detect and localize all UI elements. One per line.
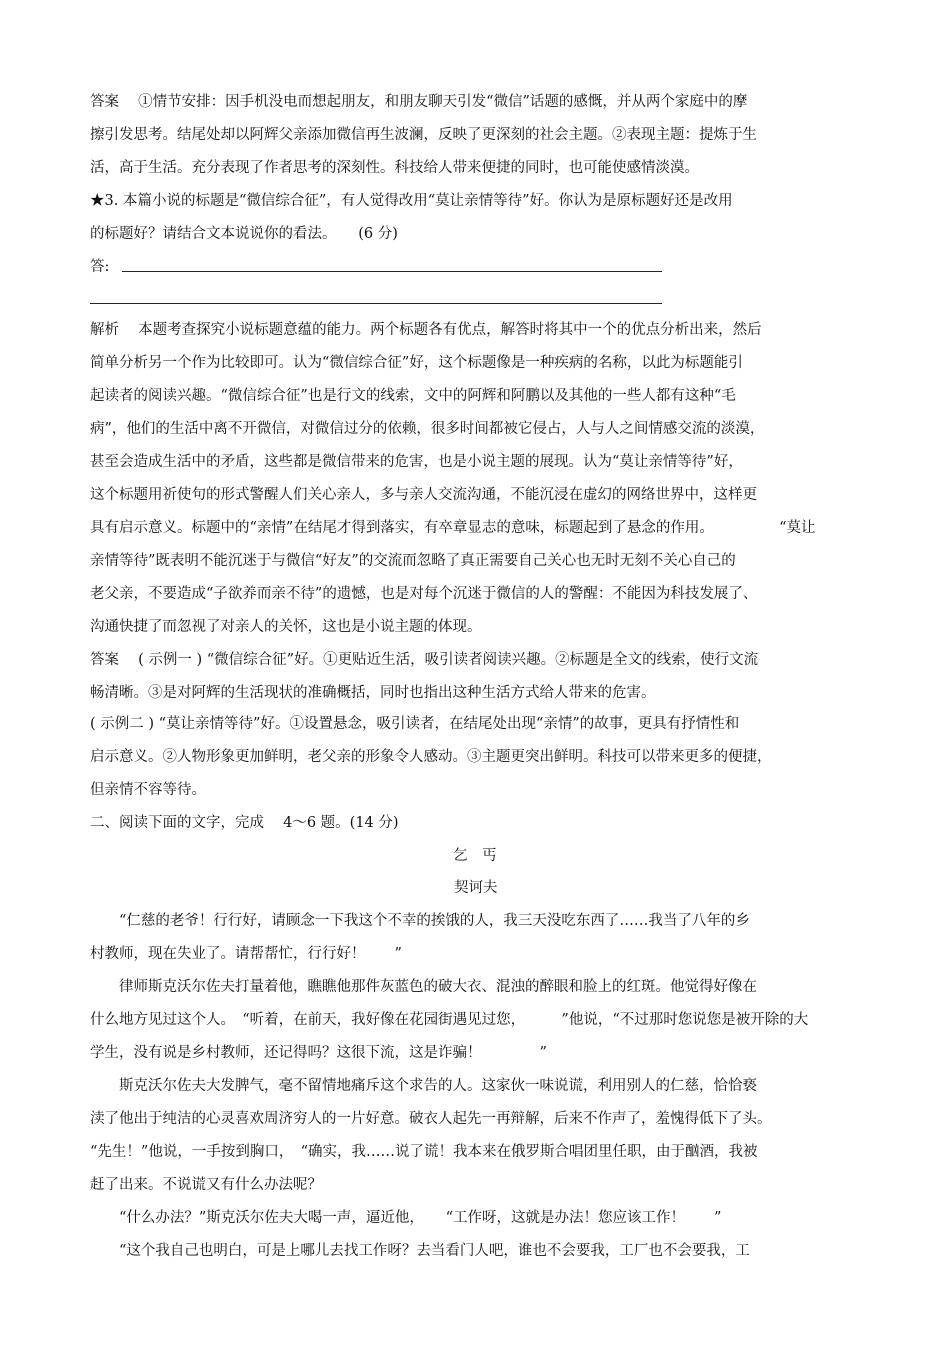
story-paragraph-line: 律师斯克沃尔佐夫打量着他，瞧瞧他那件灰蓝色的破大衣、混浊的醉眼和脸上的红斑。他觉得好像在	[90, 979, 757, 995]
question-3-line-2: 的标题好？请结合文本说说你的看法。 (6 分)	[90, 226, 398, 242]
story-paragraph-line: “先生！”他说，一手按到胸口， “确实，我……说了谎！我本来在俄罗斯合唱团里任职，由于酗酒，我被	[90, 1144, 758, 1160]
sample-answer-line-1: 答案 ( 示例一 ) “微信综合征”好。①更贴近生活，吸引读者阅读兴趣。②标题是全文的线索，使行文流	[90, 652, 759, 668]
answer-blank-line-2	[90, 303, 662, 304]
analysis-line-4: 病”，他们的生活中离不开微信，对微信过分的依赖，很多时间都被它侵占，人与人之间情感交流的淡漠，	[90, 421, 765, 437]
story-paragraph-line: 渎了他出于纯洁的心灵喜欢周济穷人的一片好意。破衣人起先一再辩解，后来不作声了，羞愧得低下了头。	[90, 1111, 772, 1127]
analysis-line-6: 这个标题用祈使句的形式警醒人们关心亲人，多与亲人交流沟通，不能沉浸在虚幻的网络世界中，这样更	[90, 487, 757, 503]
answer-blank-line-1	[122, 271, 662, 272]
analysis-line-8: 亲情等待”既表明不能沉迷于与微信“好友”的交流而忽略了真正需要自己关心也无时无刻不关心自己的	[90, 553, 736, 569]
analysis-line-2: 简单分析另一个作为比较即可。认为“微信综合征”好，这个标题像是一种疾病的名称，以此为标题能引	[90, 355, 743, 371]
story-title: 乞 丐	[453, 848, 497, 864]
analysis-line-1: 解析 本题考查探究小说标题意蕴的能力。两个标题各有优点，解答时将其中一个的优点分析出来，然后	[90, 322, 762, 338]
sample-answer-line-3: ( 示例二 ) “莫让亲情等待”好。①设置悬念，吸引读者，在结尾处出现“亲情”的故事，更具有抒情性和	[90, 716, 740, 732]
section-heading: 二、阅读下面的文字，完成 4～6 题。(14 分)	[90, 815, 399, 831]
sample-answer-line-4: 启示意义。②人物形象更加鲜明，老父亲的形象令人感动。③主题更突出鲜明。科技可以带来更多的便捷，	[90, 749, 772, 765]
answer-prompt-label: 答:	[90, 259, 110, 275]
answer-line-2: 擦引发思考。结尾处却以阿辉父亲添加微信再生波澜，反映了更深刻的社会主题。②表现主题：提炼于生	[90, 127, 757, 143]
story-paragraph-line: 村教师，现在失业了。请帮帮忙，行行好！ ”	[90, 946, 402, 962]
story-paragraph-line: 斯克沃尔佐夫大发脾气，毫不留情地痛斥这个求告的人。这家伙一味说谎，利用别人的仁慈，恰恰亵	[90, 1078, 757, 1094]
sample-answer-line-2: 畅清晰。③是对阿辉的生活现状的准确概括，同时也指出这种生活方式给人带来的危害。	[90, 685, 656, 701]
answer-line-1: 答案 ①情节安排：因手机没电而想起朋友，和朋友聊天引发“微信”话题的感慨，并从两个家庭中的摩	[90, 94, 748, 110]
analysis-line-3: 起读者的阅读兴趣。“微信综合征”也是行文的线索，文中的阿辉和阿鹏以及其他的一些人都有这种“毛	[90, 388, 736, 404]
answer-line-3: 活，高于生活。充分表现了作者思考的深刻性。科技给人带来便捷的同时，也可能使感情淡漠。	[90, 160, 699, 176]
analysis-line-5: 甚至会造成生活中的矛盾，这些都是微信带来的危害，也是小说主题的展现。认为“莫让亲情等待”好，	[90, 454, 743, 470]
analysis-line-7: 具有启示意义。标题中的“亲情”在结尾才得到落实，有卒章显志的意味，标题起到了悬念的作用。 “莫让	[90, 520, 816, 536]
sample-answer-line-5: 但亲情不容等待。	[90, 782, 206, 798]
story-paragraph-line: “什么办法？”斯克沃尔佐夫大喝一声，逼近他， “工作呀，这就是办法！您应该工作！ ”	[90, 1210, 722, 1226]
story-paragraph-line: “这个我自己也明白，可是上哪儿去找工作呀？去当看门人吧，谁也不会要我，工厂也不会要我，工	[90, 1243, 750, 1259]
analysis-line-10: 沟通快捷了而忽视了对亲人的关怀，这也是小说主题的体现。	[90, 619, 482, 635]
story-paragraph-line: 学生，没有说是乡村教师，还记得吗？这很下流，这是诈骗！ ”	[90, 1045, 547, 1061]
analysis-line-9: 老父亲，不要造成“子欲养而亲不待”的遗憾，也是对每个沉迷于微信的人的警醒：不能因为科技发展了、	[90, 586, 758, 602]
story-paragraph-line: “仁慈的老爷！行行好，请顾念一下我这个不幸的挨饿的人，我三天没吃东西了……我当了八年的乡	[90, 913, 750, 929]
story-paragraph-line: 什么地方见过这个人。 “听着，在前天，我好像在花园街遇见过您， ”他说，“不过那时您说您是被开除的大	[90, 1012, 809, 1028]
story-author: 契诃夫	[454, 880, 498, 896]
story-paragraph-line: 赶了出来。不说谎又有什么办法呢？	[90, 1177, 322, 1193]
question-3-line-1: ★3. 本篇小说的标题是“微信综合征”，有人觉得改用“莫让亲情等待”好。你认为是原标题好还是改用	[90, 193, 733, 209]
